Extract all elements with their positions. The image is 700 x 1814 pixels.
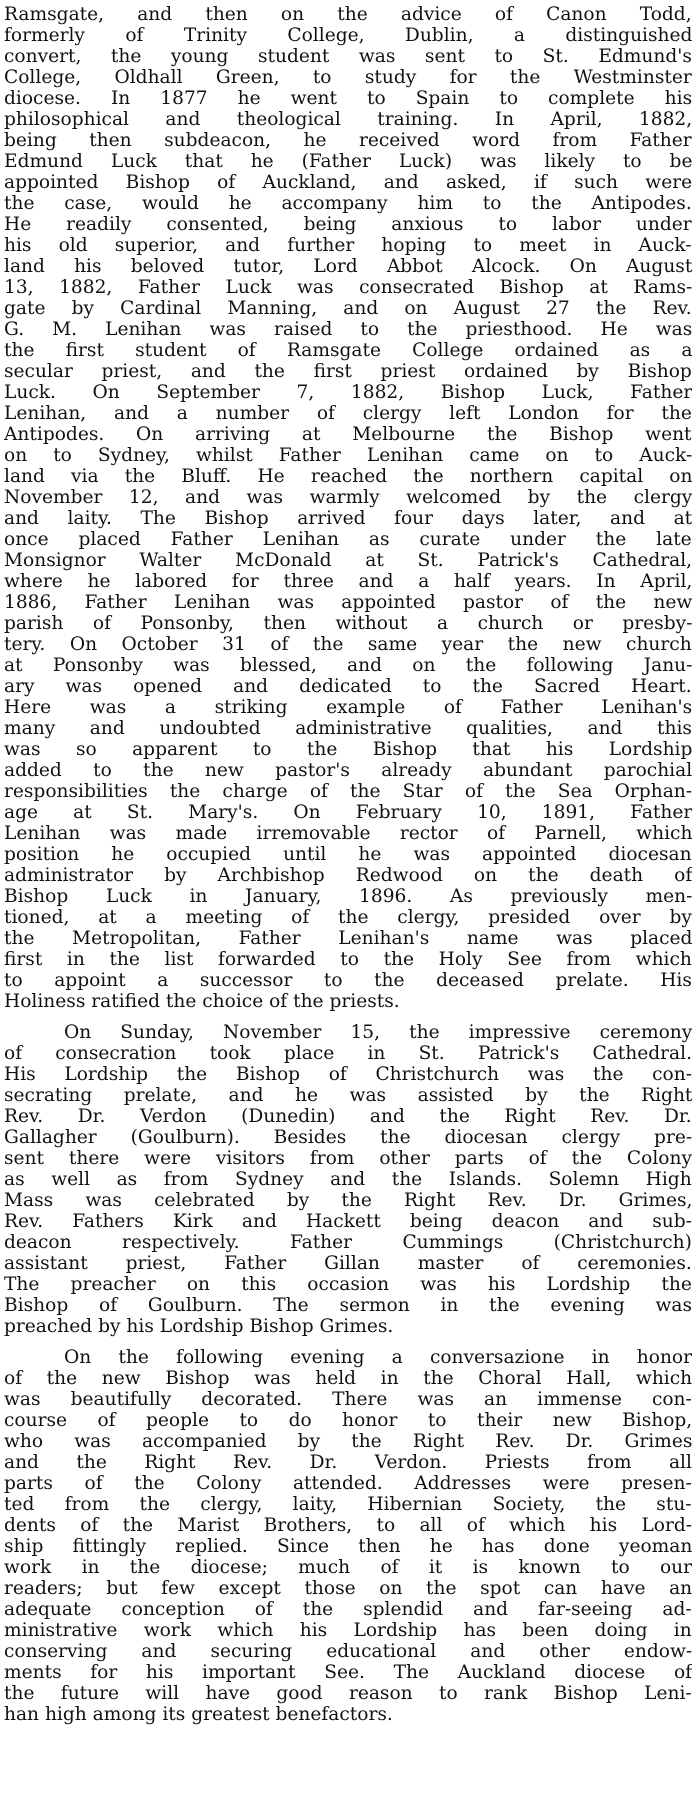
text-line: His Lordship the Bishop of Christchurch was the con- bbox=[4, 1064, 692, 1085]
text-line: ministrative work which his Lordship has been doing in bbox=[4, 1620, 692, 1641]
text-line: his old superior, and further hoping to meet in Auck- bbox=[4, 235, 692, 256]
text-line: parish of Ponsonby, then without a church or presby- bbox=[4, 613, 692, 634]
text-line: first in the list forwarded to the Holy See from which bbox=[4, 949, 692, 970]
text-line: Bishop of Goulburn. The sermon in the evening was bbox=[4, 1295, 692, 1316]
text-line: Rev. Fathers Kirk and Hackett being deacon and sub- bbox=[4, 1211, 692, 1232]
text-line: On the following evening a conversazione in honor bbox=[64, 1347, 692, 1368]
text-line: work in the diocese; much of it is known to our bbox=[4, 1557, 692, 1578]
text-line: to appoint a successor to the deceased prelate. His bbox=[4, 970, 692, 991]
text-line: and the Right Rev. Dr. Verdon. Priests from all bbox=[4, 1452, 692, 1473]
text-line: parts of the Colony attended. Addresses were presen- bbox=[4, 1473, 692, 1494]
text-line: 13, 1882, Father Luck was consecrated Bishop at Rams- bbox=[4, 277, 692, 298]
text-line: adequate conception of the splendid and far-seeing ad- bbox=[4, 1599, 692, 1620]
text-line: deacon respectively. Father Cummings (Christchurch) bbox=[4, 1232, 692, 1253]
text-line: ary was opened and dedicated to the Sacred Heart. bbox=[4, 676, 692, 697]
text-line: Mass was celebrated by the Right Rev. Dr. Grimes, bbox=[4, 1190, 692, 1211]
text-line: ments for his important See. The Auckland diocese of bbox=[4, 1662, 692, 1683]
article-column bbox=[4, 4, 692, 1725]
text-line: gate by Cardinal Manning, and on August 27 the Rev. bbox=[4, 298, 692, 319]
text-line: College, Oldhall Green, to study for the Westminster bbox=[4, 67, 692, 88]
text-line: Holiness ratified the choice of the priests. bbox=[4, 991, 400, 1012]
text-line: as well as from Sydney and the Islands. Solemn High bbox=[4, 1169, 692, 1190]
text-line: The preacher on this occasion was his Lordship the bbox=[4, 1274, 692, 1295]
text-line: secrating prelate, and he was assisted by the Right bbox=[4, 1085, 692, 1106]
text-line: Luck. On September 7, 1882, Bishop Luck, Father bbox=[4, 382, 692, 403]
article-paragraph bbox=[4, 4, 692, 1012]
text-line: Lenihan, and a number of clergy left London for the bbox=[4, 403, 692, 424]
text-line: once placed Father Lenihan as curate under the late bbox=[4, 529, 692, 550]
text-line: philosophical and theological training. In April, 1882, bbox=[4, 109, 692, 130]
text-line: tery. On October 31 of the same year the new church bbox=[4, 634, 692, 655]
text-line: han high among its greatest benefactors. bbox=[4, 1704, 393, 1725]
text-line: appointed Bishop of Auckland, and asked, if such were bbox=[4, 172, 692, 193]
text-line: who was accompanied by the Right Rev. Dr. Grimes bbox=[4, 1431, 692, 1452]
text-line: G. M. Lenihan was raised to the priesthood. He was bbox=[4, 319, 692, 340]
text-line: Antipodes. On arriving at Melbourne the Bishop went bbox=[4, 424, 692, 445]
text-line: the Metropolitan, Father Lenihan's name was placed bbox=[4, 928, 692, 949]
text-line: at Ponsonby was blessed, and on the following Janu- bbox=[4, 655, 692, 676]
text-line: land via the Bluff. He reached the northern capital on bbox=[4, 466, 692, 487]
text-line: conserving and securing educational and other endow- bbox=[4, 1641, 692, 1662]
text-line: added to the new pastor's already abundant parochial bbox=[4, 760, 692, 781]
text-line: sent there were visitors from other parts of the Colony bbox=[4, 1148, 692, 1169]
text-line: On Sunday, November 15, the impressive ceremony bbox=[64, 1022, 692, 1043]
text-line: where he labored for three and a half years. In April, bbox=[4, 571, 692, 592]
article-paragraph bbox=[4, 1022, 692, 1337]
text-line: Gallagher (Goulburn). Besides the diocesan clergy pre- bbox=[4, 1127, 692, 1148]
text-line: land his beloved tutor, Lord Abbot Alcock. On August bbox=[4, 256, 692, 277]
text-line: preached by his Lordship Bishop Grimes. bbox=[4, 1316, 394, 1337]
text-line: responsibilities the charge of the Star of the Sea Orphan- bbox=[4, 781, 692, 802]
text-line: Ramsgate, and then on the advice of Canon Todd, bbox=[4, 4, 692, 25]
newspaper-page bbox=[4, 4, 692, 1810]
text-line: the first student of Ramsgate College ordained as a bbox=[4, 340, 692, 361]
text-line: was beautifully decorated. There was an immense con- bbox=[4, 1389, 692, 1410]
text-line: readers; but few except those on the spot can have an bbox=[4, 1578, 692, 1599]
text-line: He readily consented, being anxious to labor under bbox=[4, 214, 692, 235]
text-line: ship fittingly replied. Since then he has done yeoman bbox=[4, 1536, 692, 1557]
text-line: the case, would he accompany him to the Antipodes. bbox=[4, 193, 692, 214]
text-line: diocese. In 1877 he went to Spain to complete his bbox=[4, 88, 692, 109]
text-line: Lenihan was made irremovable rector of Parnell, which bbox=[4, 823, 692, 844]
text-line: was so apparent to the Bishop that his Lordship bbox=[4, 739, 692, 760]
article-paragraph bbox=[4, 1347, 692, 1725]
text-line: tioned, at a meeting of the clergy, presided over by bbox=[4, 907, 692, 928]
text-line: Edmund Luck that he (Father Luck) was likely to be bbox=[4, 151, 692, 172]
text-line: administrator by Archbishop Redwood on the death of bbox=[4, 865, 692, 886]
text-line: of the new Bishop was held in the Choral Hall, which bbox=[4, 1368, 692, 1389]
text-line: many and undoubted administrative qualities, and this bbox=[4, 718, 692, 739]
text-line: assistant priest, Father Gillan master of ceremonies. bbox=[4, 1253, 692, 1274]
text-line: being then subdeacon, he received word from Father bbox=[4, 130, 692, 151]
text-line: position he occupied until he was appointed diocesan bbox=[4, 844, 692, 865]
text-line: and laity. The Bishop arrived four days later, and at bbox=[4, 508, 692, 529]
text-line: secular priest, and the first priest ordained by Bishop bbox=[4, 361, 692, 382]
text-line: of consecration took place in St. Patrick's Cathedral. bbox=[4, 1043, 692, 1064]
text-line: age at St. Mary's. On February 10, 1891, Father bbox=[4, 802, 692, 823]
text-line: course of people to do honor to their new Bishop, bbox=[4, 1410, 692, 1431]
text-line: Monsignor Walter McDonald at St. Patrick's Cathedral, bbox=[4, 550, 692, 571]
text-line: ted from the clergy, laity, Hibernian Society, the stu- bbox=[4, 1494, 692, 1515]
text-line: on to Sydney, whilst Father Lenihan came on to Auck- bbox=[4, 445, 692, 466]
text-line: convert, the young student was sent to St. Edmund's bbox=[4, 46, 692, 67]
text-line: 1886, Father Lenihan was appointed pastor of the new bbox=[4, 592, 692, 613]
text-line: dents of the Marist Brothers, to all of which his Lord- bbox=[4, 1515, 692, 1536]
text-line: Rev. Dr. Verdon (Dunedin) and the Right Rev. Dr. bbox=[4, 1106, 692, 1127]
text-line: formerly of Trinity College, Dublin, a distinguished bbox=[4, 25, 692, 46]
text-line: Here was a striking example of Father Lenihan's bbox=[4, 697, 692, 718]
text-line: the future will have good reason to rank Bishop Leni- bbox=[4, 1683, 692, 1704]
text-line: Bishop Luck in January, 1896. As previously men- bbox=[4, 886, 692, 907]
text-line: November 12, and was warmly welcomed by the clergy bbox=[4, 487, 692, 508]
